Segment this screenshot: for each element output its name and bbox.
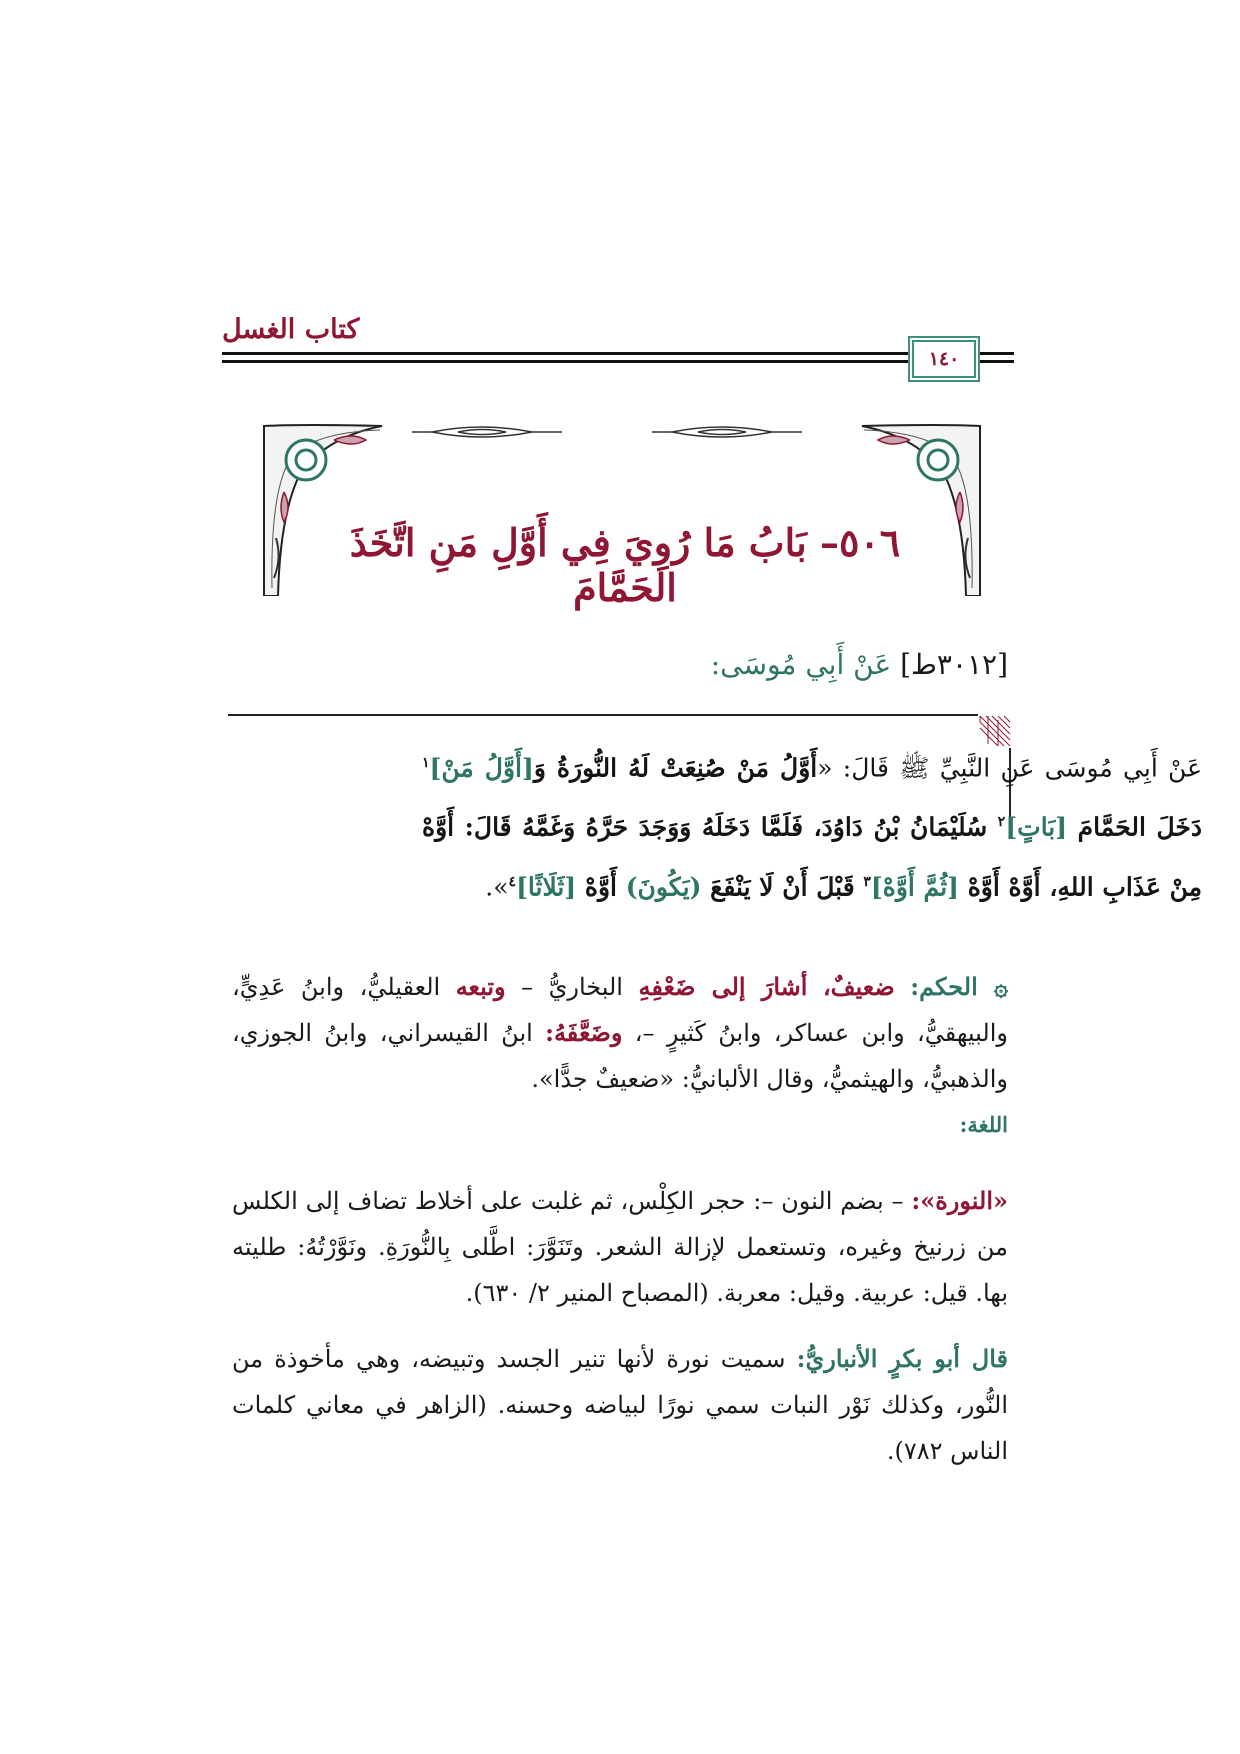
language-text-2: سميت نورة لأنها تنير الجسد وتبيضه، وهي مأخوذة من النُّور، وكذلك نَوْر النبات سمي نورًا لبياضه وحسنه. (الزاهر في معاني كلمات الناس ٧٨٢).: [232, 1345, 1008, 1465]
header-rule-top: [222, 352, 1014, 355]
ruling-paragraph: [232, 964, 1008, 1102]
hadith-variant-4: (يَكُونَ): [625, 871, 702, 901]
ruling-grade: ضعيفٌ،: [822, 972, 895, 1001]
running-title: كتاب الغسل: [222, 314, 360, 345]
hadith-segment-3: سُلَيْمَانُ بْنُ دَاوُدَ، فَلَمَّا دَخَلَهُ وَوَجَدَ حَرَّهُ وَغَمَّهُ قَالَ: أَوَّهْ مِنْ عَذَابِ اللهِ، أَوَّهْ أَوَّهْ: [422, 812, 1202, 901]
footnote-marker-1: ١: [422, 755, 430, 771]
ornament-top-band-right: [652, 427, 802, 437]
footnote-marker-2: ٢: [997, 814, 1006, 831]
hadith-number: [٣٠١٢ط]: [900, 648, 1008, 681]
ruling-label: ۞ الحكم:: [910, 972, 1009, 1001]
hadith-text: [422, 736, 1202, 914]
hadith-segment-5: أَوَّهْ: [576, 871, 626, 901]
ornament-top-band-left: [412, 427, 562, 437]
hadith-reference: [228, 648, 1008, 681]
ruling-text-2: العقيليُّ، وابنُ عَدِيٍّ، والبيهقيُّ، وابن عساكر، وابنُ كَثيرٍ –،: [232, 973, 1008, 1047]
hadith-narrator: عَنْ أَبِي مُوسَى:: [710, 648, 892, 681]
language-text-1: – بضم النون –: حجر الكِلْس، ثم غلبت على أخلاط تضاف إلى الكلس من زرنيخ وغيره، وتستعمل لإزالة الشعر. وتَنَوَّرَ: اطَّلى بِالنُّورَةِ. ونَوَّرْتُهُ: طليته بها. قيل: عربية. وقيل: معربة. (المصباح المنير ٢/ ٦٣٠).: [232, 1187, 1008, 1307]
footnote-marker-4: ٤: [508, 873, 517, 890]
ruling-weakened: وضَعَّفَهُ:: [545, 1018, 623, 1047]
language-heading: اللغة:: [959, 1112, 1008, 1137]
hadith-segment-4: قَبْلَ أَنْ لَا يَنْفَعَ: [701, 871, 864, 901]
ruling-pointed: أشارَ إلى ضَعْفِهِ: [638, 972, 808, 1001]
chapter-title: ٥٠٦– بَابُ مَا رُوِيَ فِي أَوَّلِ مَنِ اتَّخَذَ الحَمَّامَ: [349, 520, 901, 610]
hadith-segment-1: أَوَّلُ مَنْ صُنِعَتْ لَهُ النُّورَةُ وَ: [533, 753, 818, 783]
ruling-text-3: ابنُ القيسراني، وابنُ الجوزي، والذهبيُّ، والهيثميُّ، وقال الألبانيُّ: «ضعيفٌ جدًّا».: [232, 1019, 1008, 1093]
hadith-outro: ».: [485, 871, 509, 901]
hadith-variant-5: [ثَلَاثًا]: [516, 871, 577, 901]
hadith-variant-1: [أَوَّلُ مَنْ]: [429, 753, 534, 783]
language-author: قال أبو بكرٍ الأنباريُّ:: [796, 1344, 1008, 1373]
footnote-marker-3: ٣: [863, 873, 871, 890]
ruling-followed: وتبعه: [455, 972, 506, 1001]
page-number: ١٤٠: [912, 340, 976, 378]
hadith-variant-3: [ثُمَّ أَوَّهْ]: [870, 871, 959, 901]
ruling-text-1: البخاريُّ –: [505, 973, 639, 1001]
language-term: «النورة»:: [911, 1186, 1008, 1215]
hadith-segment-2: دَخَلَ الحَمَّامَ: [1067, 812, 1202, 842]
header-rule-bottom: [222, 360, 1014, 363]
language-paragraph-1: [232, 1178, 1008, 1316]
hadith-variant-2: [بَاتٍ]: [1005, 812, 1068, 842]
hadith-intro: عَنْ أَبِي مُوسَى عَنِ النَّبِيِّ ﷺ قَالَ: «: [817, 753, 1202, 783]
language-paragraph-2: [232, 1336, 1008, 1474]
